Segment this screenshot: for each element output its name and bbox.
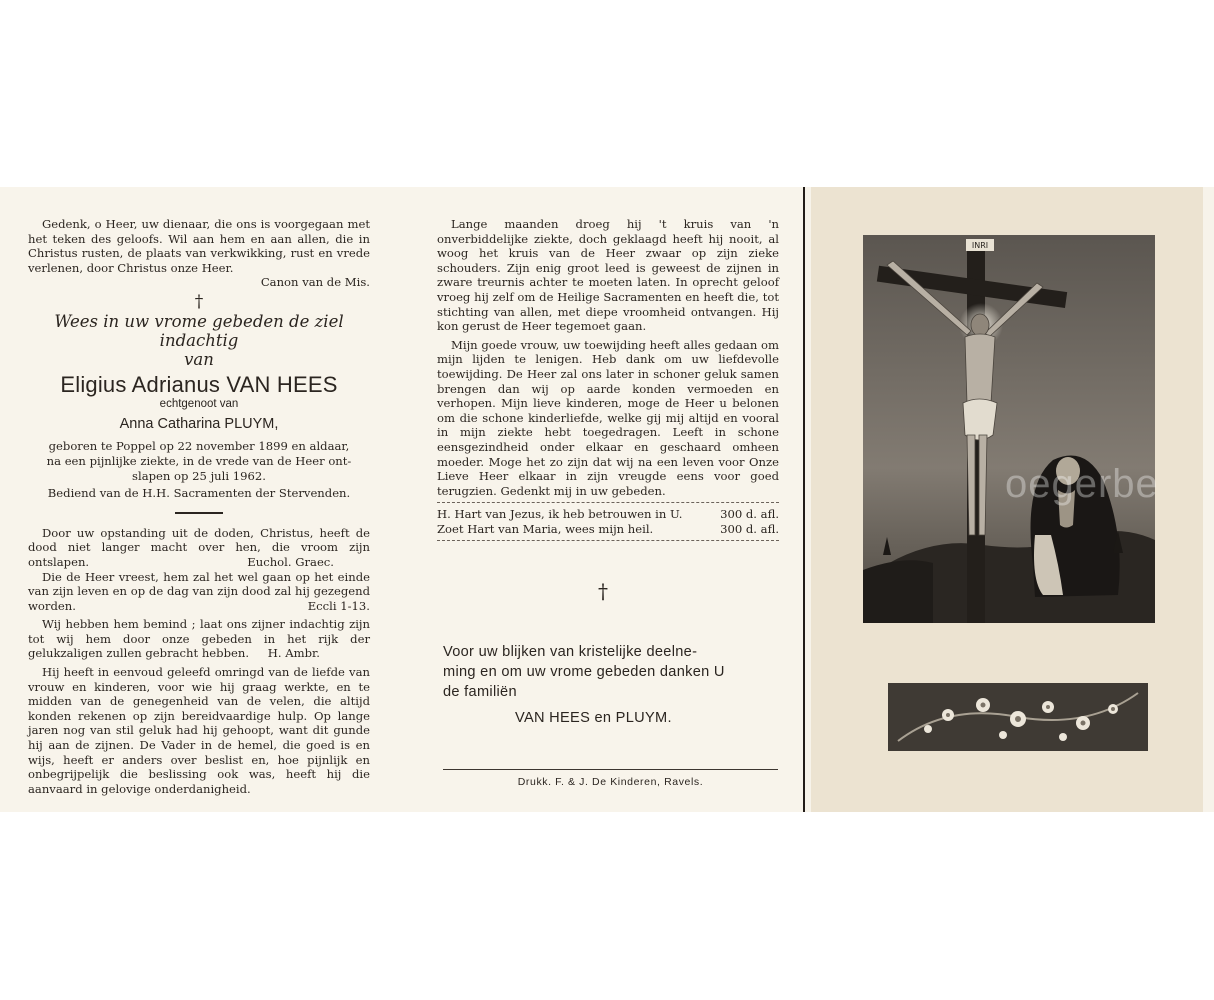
inri-plaque: INRI [971,241,989,250]
image-panel [811,187,1203,812]
quote-1: Door uw opstanding uit de doden, Christus, heeft de dood niet langer macht over hen, die vroom zijn ontslapen. [28,525,370,569]
fold-divider [803,187,805,812]
quote-1-source: Euchol. Graec. [247,554,334,569]
spouse-name: Anna Catharina PLUYM, [119,415,279,432]
dashed-divider [437,502,779,503]
remember-line-1: Wees in uw vrome gebeden de ziel indachtig [54,311,344,350]
crucifixion-image [863,235,1155,623]
cross-icon: † [194,291,204,312]
floral-ornament [888,683,1148,751]
watermark-text: oegerbe [1005,462,1159,506]
indulgence-text: H. Hart van Jezus, ik heb betrouwen in U. [437,507,683,522]
birth-line-2: na een pijnlijke ziekte, in de vrede van de Heer ont- [46,453,352,468]
cross-icon: † [598,579,608,603]
quote-3: Wij hebben hem bemind ; laat ons zijner indachtig zijn tot wij hem door onze gebeden in het rijk der gelukzaligen zullen gebracht hebben. [28,617,370,661]
separator-line [175,512,223,514]
biography-text: Hij heeft in eenvoud geleefd omringd van de liefde van vrouw en kinderen, voor wie hij graag werkte, en te midden van de genegenheid van de velen, die altijd konden rekenen op zijn bereidvaardige hulp. Op lange jaren nog van stil geluk had hij gehoopt, want dit gunde hij aan de zijnen. De Vader in de hemel, die goed is en wijs, heeft er anders over beslist en, hoe pijnlijk en onbegrijpelijk die beslissing ook was, heeft hij die aanvaard in gelovige onderdanigheid. [28,665,370,796]
indulgence-value: 300 d. afl. [720,507,779,522]
crucifixion-image-frame [863,235,1155,623]
deceased-name: Eligius Adrianus VAN HEES [60,371,338,397]
middle-column [437,217,779,545]
sacraments-line: Bediend van de H.H. Sacramenten der Stervenden. [47,486,351,501]
thanks-line-3: de familiën [443,684,517,700]
indulgence-text: Zoet Hart van Maria, wees mijn heil. [437,521,654,536]
birth-line-1: geboren te Poppel op 22 november 1899 en aldaar, [48,439,350,454]
family-names: VAN HEES en PLUYM. [515,710,672,726]
indulgence-value: 300 d. afl. [720,521,779,536]
quote-2-source: Eccli 1-13. [307,598,370,613]
prayer-source: Canon van de Mis. [260,275,370,290]
birth-line-3: slapen op 25 juli 1962. [132,468,266,483]
quote-2: Die de Heer vreest, hem zal het wel gaan op het einde van zijn leven en op de dag van zijn dood zal hij gezegend worden. [28,569,370,613]
left-column [28,217,370,796]
prayer-text: Gedenk, o Heer, uw dienaar, die ons is voorgegaan met het teken des geloofs. Wil aan hem en aan allen, die in Christus rusten, de plaats van verkwikking, rust en vrede verlenen, door Christus onze Heer. [28,217,370,275]
indulgence-row [437,507,779,522]
thanks-line-2: ming en om uw vrome gebeden danken U [443,664,725,680]
thanks-block [443,642,783,728]
indulgence-row [437,522,779,537]
remember-line-2: van [184,349,214,369]
quote-3-source: H. Ambr. [267,646,320,661]
printer-credit: Drukk. F. & J. De Kinderen, Ravels. [443,769,778,788]
memorial-card [0,187,1214,812]
dashed-divider [437,540,779,541]
paragraph-farewell: Mijn goede vrouw, uw toewijding heeft alles gedaan om mijn lijden te lenigen. Heb dank om uw liefdevolle toewijding. De Heer zal ons later in schoner geluk samen brengen dan wij op aarde konden vermoeden en verhopen. Mijn lieve kinderen, moge de Heer u belonen om die schone kinderliefde, welke gij mij altijd en vooral in mijn ziekte hebt toegedragen. Leeft in schone eensgezindheid onder elkaar en geschaard omheen moeder. Moge het zo zijn dat wij na een leven voor Onze Lieve Heer elkaar in zijn vreugde eens voor goed terugzien. Gedenkt mij in uw gebeden. [437,337,779,498]
thanks-line-1: Voor uw blijken van kristelijke deelne- [443,644,698,660]
spouse-intro: echtgenoot van [159,398,239,411]
paragraph-illness: Lange maanden droeg hij 't kruis van 'n onverbiddelijke ziekte, doch geklaagd heeft hij nooit, al woog het kruis van de Heer zwaar op zijn zieke schouders. Zijn enig groot leed is geweest de zijnen in zware treurnis achter te moeten laten. In oprecht geloof vroeg hij zelf om de Heilige Sacramenten en heeft die, tot stichting van allen, met diepe vroomheid ontvangen. Hij kon gerust de Heer tegemoet gaan. [437,217,779,334]
